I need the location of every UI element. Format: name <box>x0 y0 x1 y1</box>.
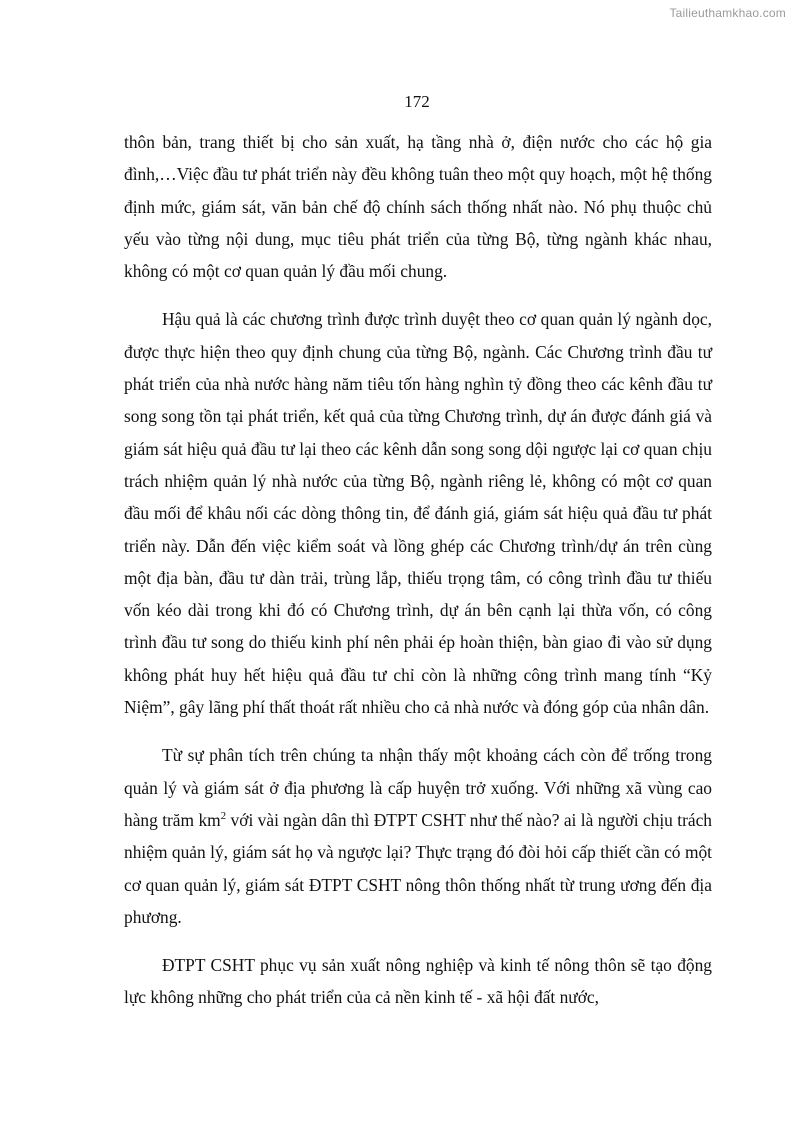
paragraph-2: Hậu quả là các chương trình được trình duyệt theo cơ quan quản lý ngành dọc, được thực hiện theo quy định chung của từng Bộ, ngành. Các Chương trình đầu tư phát triển của nhà nước hàng năm tiêu tốn hàng nghìn tỷ đồng theo các kênh đầu tư song song tồn tại phát triển, kết quả của từng Chương trình, dự án được đánh giá và giám sát hiệu quả đầu tư lại theo các kênh dẫn song song dội ngược lại cơ quan chịu trách nhiệm quản lý nhà nước của từng Bộ, ngành riêng lẻ, không có một cơ quan đầu mối để khâu nối các dòng thông tin, để đánh giá, giám sát hiệu quả đầu tư phát triển này. Dẫn đến việc kiểm soát và lồng ghép các Chương trình/dự án trên cùng một địa bàn, đầu tư dàn trải, trùng lắp, thiếu trọng tâm, có công trình đầu tư thiếu vốn kéo dài trong khi đó có Chương trình, dự án bên cạnh lại thừa vốn, có công trình đầu tư song do thiếu kinh phí nên phải ép hoàn thiện, bàn giao đi vào sử dụng không phát huy hết hiệu quả đầu tư chỉ còn là những công trình mang tính “Kỷ Niệm”, gây lãng phí thất thoát rất nhiều cho cả nhà nước và đóng góp của nhân dân. <box>124 309 712 718</box>
superscript-2: 2 <box>220 809 227 822</box>
paragraph-4: ĐTPT CSHT phục vụ sản xuất nông nghiệp và kinh tế nông thôn sẽ tạo động lực không những cho phát triển của cả nền kinh tế - xã hội đất nước, <box>124 955 712 1008</box>
paragraph-3-text-b: với vài ngàn dân thì ĐTPT CSHT như thế nào? ai là người chịu trách nhiệm quản lý, giám sát họ và ngược lại? Thực trạng đó đòi hỏi cấp thiết cần có một cơ quan quản lý, giám sát ĐTPT CSHT nông thôn thống nhất từ trung ương đến địa phương. <box>124 809 712 927</box>
paragraph-3 <box>124 739 712 933</box>
watermark: Tailieuthamkhao.com <box>669 6 786 20</box>
document-body <box>124 126 712 1030</box>
paragraph-1: thôn bản, trang thiết bị cho sản xuất, hạ tầng nhà ở, điện nước cho các hộ gia đình,…Việc đầu tư phát triển này đều không tuân theo một quy hoạch, một hệ thống định mức, giám sát, văn bản chế độ chính sách thống nhất nào. Nó phụ thuộc chủ yếu vào từng nội dung, mục tiêu phát triển của từng Bộ, từng ngành khác nhau, không có một cơ quan quản lý đầu mối chung. <box>124 132 712 282</box>
paragraph-3-text-a: Từ sự phân tích trên chúng ta nhận thấy một khoảng cách còn để trống trong quản lý và giám sát ở địa phương là cấp huyện trở xuống. Với những xã vùng cao hàng trăm km <box>124 745 712 830</box>
page-number: 172 <box>404 92 430 111</box>
